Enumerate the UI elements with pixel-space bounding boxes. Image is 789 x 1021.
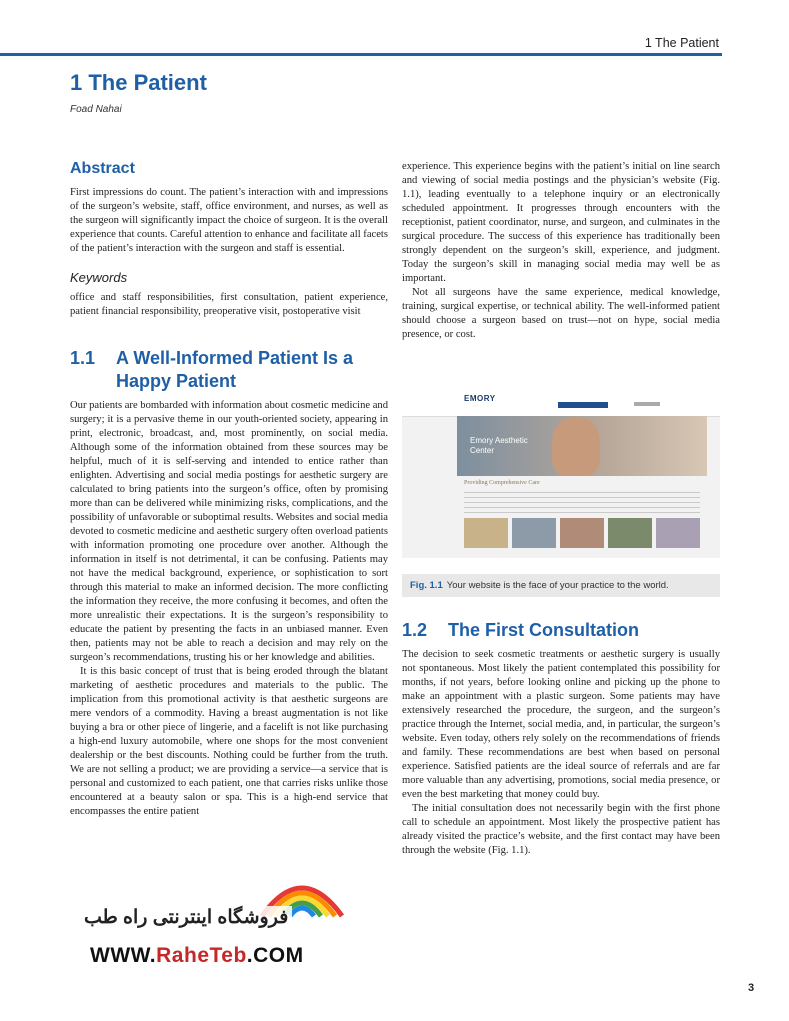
figure-website-screenshot xyxy=(402,388,720,558)
paragraph: Our patients are bombarded with information about cosmetic medicine and surgery; it is a pervasive theme in our youth-oriented society, appearing in print, electronic, broadcast, and, most prominently, on social media. Although some of the information obtained from these sources may be helpful, much of it is self-serving and intended to entice rather than enlighten. Advertising and social media postings for aesthetic surgery are calculated to bring patients into the surgeon’s office, often by promising more than can be delivered while minimizing risks, complications, and the possibility of unfavorable or suboptimal results. Websites and social media devoted to cosmetic medicine and aesthetic surgery often overload patients with information promoting one procedure over another. Although the information in itself is not detrimental, it can be confusing. Patients may not have the medical background, experience, or sophistication to sort through this material to make an informed decision. The more conflicting the information they receive, the more confusing it becomes, and often the more unrealistic their expectations. It is the surgeon’s responsibility to educate the patient by presenting the facts in an unbiased manner. Even then, patients may not be able to reach a decision and may rely on the surgeon’s recommendations, trusting his or her knowledge and abilities. xyxy=(70,400,389,663)
paragraph: The decision to seek cosmetic treatments or aesthetic surgery is usually not spontaneous. Most likely the patient contemplated this possibility for months, if not years, before looking online and picking up the phone to make an appointment with a plastic surgeon. Some patients may have extensively researched the procedure, the surgeon, and the surgeon’s practice through the Internet, social media, and, in particular, the surgeon’s website. Even today, others rely solely on the recommendations of friends and family. These recommendations are best when based on personal experience. Satisfied patients are the ideal source of referrals and are far more valuable than any advertising, promotions, social media presence, or even the best marketing that money could buy. xyxy=(402,649,720,800)
right-column xyxy=(402,160,720,858)
section-title: The First Consultation xyxy=(448,620,639,640)
figure-thumbnail xyxy=(560,518,604,548)
chapter-title: 1 The Patient xyxy=(70,70,207,95)
paragraph: Not all surgeons have the same experience, medical knowledge, training, surgical expertise, or technical ability. The well-informed patient should choose a surgeon based on trust—not on hype, social media presence, or cost. xyxy=(402,287,720,340)
figure-hero-text: Emory Aesthetic Center xyxy=(470,436,528,455)
figure-caption-label: Fig. 1.1 xyxy=(410,580,443,591)
keywords-text: office and staff responsibilities, first consultation, patient experience, patient financial responsibility, preoperative visit, postoperative visit xyxy=(70,292,388,317)
figure-thumbnail xyxy=(464,518,508,548)
figure-thumbnail xyxy=(608,518,652,548)
figure-thumbnail xyxy=(656,518,700,548)
figure-nav-links xyxy=(634,402,660,406)
figure-body-text-lines xyxy=(464,492,700,514)
watermark-url: WWW.RaheTeb.COM xyxy=(90,944,304,967)
watermark xyxy=(80,866,350,976)
watermark-persian-text: فروشگاه اینترنتی راه طب xyxy=(80,906,292,929)
abstract-text: First impressions do count. The patient’s interaction with and impressions of the surgeon’s website, staff, office environment, and nurses, as well as the surgeon will significantly impact the choice of surgeon. It is the overall experience that counts. Careful attention to enhance and facilitate all facets of the patient’s interaction with the surgeon and staff is essential. xyxy=(70,187,388,254)
keywords-heading: Keywords xyxy=(70,270,128,285)
section-1-1 xyxy=(70,347,388,819)
figure-thumbnails xyxy=(464,518,700,548)
paragraph: The initial consultation does not necessarily begin with the first phone call to schedule an appointment. Most likely the prospective patient has already visited the practice’s website, and the first contact may have been through the website (Fig. 1.1). xyxy=(402,803,720,856)
paragraph: It is this basic concept of trust that is being eroded through the blatant marketing of aesthetic procedures and materials to the public. The implication from this promotional activity is that aesthetic surgeons are mere vendors of a commodity. Having a breast augmentation is not like buying a bra or other piece of lingerie, and a facelift is not like purchasing a high-end luxury automobile, where one shops for the most convenient dealership or the best discounts. Nothing could be further from the truth. We are not selling a product; we are providing a service—a service that is personal and customized to each patient, one that carries risks unlike those encountered at a beauty salon or spa. This is a high-end service that encompasses the entire patient xyxy=(70,666,388,817)
section-1-2-heading xyxy=(402,619,720,642)
section-number: 1.2 xyxy=(402,620,428,640)
left-column xyxy=(70,160,388,819)
figure-caption-text: Your website is the face of your practice to the world. xyxy=(446,580,669,591)
abstract-heading: Abstract xyxy=(70,160,135,177)
section-1-1-heading xyxy=(70,347,388,393)
paragraph: experience. This experience begins with the patient’s initial on line search and viewing of social media postings and the physician’s website (Fig. 1.1), leading eventually to a telephone inquiry or an electronically scheduled appointment. It progresses through encounters with the receptionist, patient coordinator, nurse, and surgeon, and culminates in the surgical procedure. The success of this experience has traditionally been strongly dependent on the surgeon’s skill, experience, and judgment. Today the surgeon’s skill in managing social media may well be as important. xyxy=(402,161,720,284)
section-1-2 xyxy=(402,619,720,858)
section-title-line2: Happy Patient xyxy=(116,371,237,391)
figure-nav-button xyxy=(558,402,608,408)
running-head: 1 The Patient xyxy=(644,36,719,50)
section-title-line1: A Well-Informed Patient Is a xyxy=(116,348,354,368)
figure-caption xyxy=(402,574,720,597)
author: Foad Nahai xyxy=(70,104,122,115)
figure-thumbnail xyxy=(512,518,556,548)
figure-portrait xyxy=(552,418,600,476)
header-rule xyxy=(0,53,722,56)
figure-subheading: Providing Comprehensive Care xyxy=(464,480,540,486)
section-number: 1.1 xyxy=(70,348,96,368)
page-number: 3 xyxy=(748,982,755,994)
figure-logo: EMORY xyxy=(464,394,496,403)
figure-site-nav xyxy=(402,388,720,417)
